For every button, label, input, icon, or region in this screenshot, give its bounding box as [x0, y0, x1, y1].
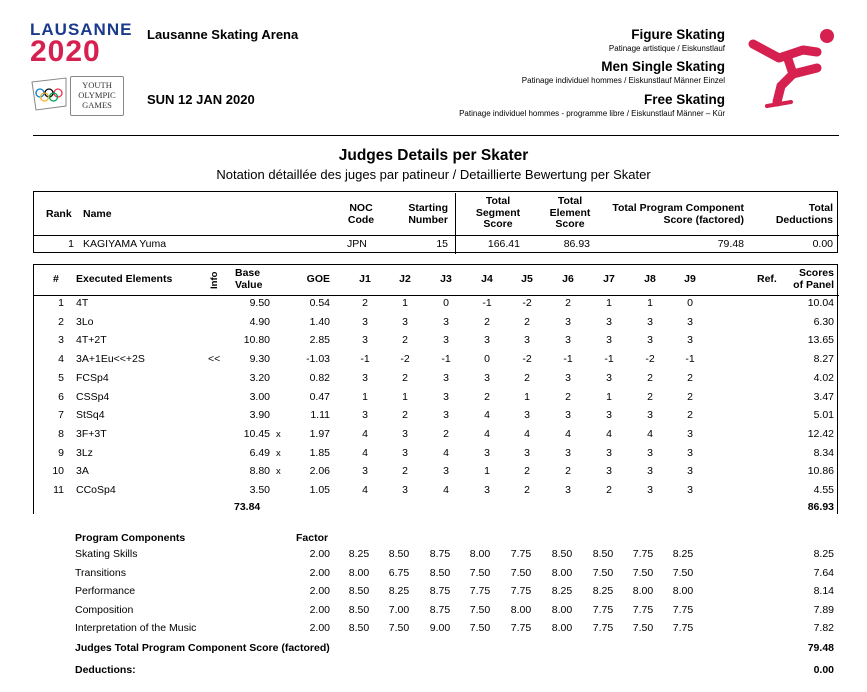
judge-score: 2: [402, 465, 408, 478]
discipline-subtitle: Patinage artistique / Eiskunstlauf: [608, 44, 725, 53]
element-code: 3Lo: [76, 315, 94, 328]
component-name: Skating Skills: [75, 548, 138, 560]
logo-year: 2020: [30, 35, 101, 68]
goe-value: 1.97: [309, 427, 330, 440]
panel-score: 4.02: [813, 371, 834, 384]
judge-score: -2: [400, 353, 410, 366]
panel-score: 12.42: [807, 427, 834, 440]
judge-score: 1: [402, 297, 408, 309]
logo-wordmark: LAUSANNE: [30, 20, 133, 39]
pcs-total-value: 79.48: [807, 642, 834, 654]
element-info: <<: [208, 353, 221, 366]
goe-value: 2.85: [309, 334, 330, 347]
pcs-total-label: Judges Total Program Component Score (factored): [75, 642, 330, 654]
executed-elements-header: Executed Elements: [76, 273, 173, 285]
component-score: 7.89: [813, 603, 834, 616]
base-value: 9.30: [249, 353, 270, 366]
segment-title: Free Skating: [643, 92, 725, 107]
component-judge-score: 8.00: [510, 603, 532, 616]
component-name: Interpretation of the Music: [75, 622, 197, 635]
venue-name: Lausanne Skating Arena: [147, 27, 299, 42]
element-number: 11: [53, 484, 64, 496]
judge-score: 3: [647, 334, 653, 347]
judge-header: J5: [521, 273, 533, 285]
judge-score: 3: [524, 409, 530, 422]
component-judge-score: 7.50: [469, 566, 491, 579]
component-judge-score: 6.75: [388, 566, 410, 579]
skater-summary-table: [33, 191, 838, 253]
goe-value: 1.85: [309, 446, 330, 459]
judge-score: 2: [402, 371, 408, 384]
judge-score: 3: [443, 315, 449, 328]
judge-score: 3: [362, 334, 368, 347]
judge-score: 1: [606, 297, 612, 309]
judge-score: -1: [441, 353, 451, 366]
judge-score: 3: [647, 315, 653, 328]
component-factor: 2.00: [309, 548, 330, 560]
element-number: 1: [58, 297, 64, 309]
event-date: SUN 12 JAN 2020: [147, 92, 255, 107]
base-value: 4.90: [249, 315, 270, 328]
component-judge-score: 8.25: [388, 585, 410, 598]
judge-score: 2: [484, 390, 490, 403]
judge-score: 2: [687, 390, 693, 403]
component-judge-score: 7.75: [510, 585, 532, 598]
judge-score: 1: [362, 390, 368, 403]
component-judge-score: 8.00: [348, 566, 370, 579]
component-judge-score: 7.50: [632, 622, 654, 635]
rank-header: Rank: [46, 208, 72, 220]
judge-score: 3: [402, 315, 408, 328]
scores-of-panel-header: Scores of Panel: [793, 267, 834, 291]
component-factor: 2.00: [309, 603, 330, 616]
component-judge-score: 7.75: [672, 603, 694, 616]
judge-score: 2: [647, 371, 653, 384]
judge-score: 3: [443, 465, 449, 478]
event-subtitle: Patinage individuel hommes / Eiskunstlauf Männer Einzel: [521, 76, 725, 85]
judge-score: 3: [647, 465, 653, 478]
component-judge-score: 8.50: [348, 603, 370, 616]
component-judge-score: 7.75: [632, 548, 654, 560]
judge-score: 3: [565, 334, 571, 347]
judge-score: 3: [687, 315, 693, 328]
event-title: Men Single Skating: [601, 59, 725, 74]
total-deductions-value: 0.00: [812, 238, 833, 250]
judge-score: 3: [565, 484, 571, 496]
judge-score: 2: [687, 409, 693, 422]
component-score: 7.64: [813, 566, 834, 579]
component-judge-score: 8.50: [348, 585, 370, 598]
component-judge-score: 8.00: [672, 585, 694, 598]
judge-score: 3: [443, 409, 449, 422]
judge-header: J9: [684, 273, 696, 285]
element-number: 4: [58, 353, 64, 366]
judge-score: 4: [362, 484, 368, 496]
judge-score: 3: [484, 334, 490, 347]
starting-number-header: Starting Number: [408, 202, 448, 226]
component-judge-score: 7.75: [632, 603, 654, 616]
element-number: 5: [58, 371, 64, 384]
goe-value: 2.06: [309, 465, 330, 478]
judge-score: 3: [606, 465, 612, 478]
element-number: 7: [58, 409, 64, 422]
component-judge-score: 8.25: [551, 585, 573, 598]
goe-value: 0.54: [309, 297, 330, 309]
panel-score: 3.47: [813, 390, 834, 403]
element-number: 6: [58, 390, 64, 403]
judge-score: 4: [362, 427, 368, 440]
base-value: 6.49: [249, 446, 270, 459]
component-judge-score: 7.50: [632, 566, 654, 579]
panel-score: 10.04: [807, 297, 834, 309]
goe-value: 1.11: [310, 409, 330, 422]
component-judge-score: 7.50: [388, 622, 410, 635]
judge-score: 3: [524, 334, 530, 347]
component-judge-score: 7.50: [469, 603, 491, 616]
component-factor: 2.00: [309, 622, 330, 635]
name-header: Name: [83, 208, 112, 220]
component-judge-score: 7.75: [469, 585, 491, 598]
panel-score: 10.86: [807, 465, 834, 478]
judge-score: 2: [443, 427, 449, 440]
noc-value: JPN: [347, 238, 367, 250]
base-value-total: 73.84: [234, 501, 261, 513]
component-judge-score: 7.75: [592, 622, 614, 635]
judge-score: 3: [687, 484, 693, 496]
judge-score: 2: [647, 390, 653, 403]
judge-score: 4: [362, 446, 368, 459]
total-deductions-header: Total Deductions: [775, 202, 833, 226]
total-element-score-value: 86.93: [563, 238, 590, 250]
component-factor: 2.00: [309, 585, 330, 598]
goe-value: 0.82: [309, 371, 330, 384]
judge-score: 2: [402, 334, 408, 347]
judge-score: 3: [443, 390, 449, 403]
panel-score: 8.34: [813, 446, 834, 459]
judge-score: -2: [645, 353, 655, 366]
component-factor: 2.00: [309, 566, 330, 579]
deductions-value: 0.00: [813, 664, 834, 676]
judge-score: 4: [443, 446, 449, 459]
judge-score: 2: [687, 371, 693, 384]
judge-score: 3: [687, 334, 693, 347]
element-number: 10: [52, 465, 64, 478]
judge-score: 0: [687, 297, 693, 309]
judge-score: 3: [484, 484, 490, 496]
judge-score: 2: [524, 315, 530, 328]
judge-score: 3: [362, 465, 368, 478]
component-judge-score: 7.50: [672, 566, 694, 579]
component-judge-score: 8.00: [551, 622, 573, 635]
starting-number-value: 15: [436, 238, 448, 250]
component-judge-score: 7.75: [510, 548, 532, 560]
judge-score: 2: [362, 297, 368, 309]
judge-score: -2: [522, 353, 532, 366]
component-judge-score: 8.75: [429, 585, 451, 598]
component-judge-score: 7.50: [510, 566, 532, 579]
element-code: CSSp4: [76, 390, 110, 403]
judge-score: 2: [565, 297, 571, 309]
base-value: 8.80: [249, 465, 270, 478]
judge-header: J2: [399, 273, 411, 285]
judge-score: 3: [362, 371, 368, 384]
element-code: CCoSp4: [76, 484, 116, 496]
judge-score: 1: [484, 465, 490, 478]
judge-header: J7: [603, 273, 615, 285]
total-segment-score-header: Total Segment Score: [475, 195, 521, 230]
goe-header: GOE: [306, 273, 330, 285]
panel-score: 13.65: [807, 334, 834, 347]
judge-score: -1: [685, 353, 695, 366]
goe-value: 1.40: [309, 315, 330, 328]
element-code: 3A+1Eu<<+2S: [76, 353, 145, 366]
judge-score: 3: [647, 484, 653, 496]
element-number: 8: [58, 427, 64, 440]
element-code: 3A: [76, 465, 89, 478]
element-code: 4T+2T: [76, 334, 107, 347]
judge-score: 3: [524, 446, 530, 459]
youth-olympic-games-label: YOUTH OLYMPIC GAMES: [70, 76, 124, 116]
bonus-marker: x: [276, 466, 281, 478]
judge-score: 0: [443, 297, 449, 309]
judge-score: 4: [524, 427, 530, 440]
total-segment-score-value: 166.41: [487, 238, 520, 250]
judge-score: 3: [484, 446, 490, 459]
element-code: 3Lz: [76, 446, 93, 459]
judge-score: 2: [402, 409, 408, 422]
judge-score: 3: [606, 446, 612, 459]
judge-score: 3: [565, 371, 571, 384]
judge-score: 2: [484, 315, 490, 328]
component-judge-score: 8.00: [551, 603, 573, 616]
judge-score: 3: [565, 315, 571, 328]
goe-value: -1.03: [306, 353, 330, 366]
base-value: 3.90: [249, 409, 270, 422]
factor-header: Factor: [296, 532, 329, 544]
judge-score: 1: [647, 297, 653, 309]
judge-score: 1: [606, 390, 612, 403]
elements-score-total: 86.93: [807, 501, 834, 513]
total-program-component-value: 79.48: [717, 238, 744, 250]
judge-score: 1: [524, 390, 530, 403]
panel-score: 4.55: [813, 484, 834, 496]
judge-score: 3: [565, 446, 571, 459]
judge-score: 2: [565, 465, 571, 478]
bonus-marker: x: [276, 428, 281, 440]
judge-score: -1: [482, 297, 492, 309]
component-judge-score: 8.00: [632, 585, 654, 598]
element-number: 9: [58, 446, 64, 459]
page-subtitle: Notation détaillée des juges par patineur / Detaillierte Bewertung per Skater: [216, 167, 651, 182]
executed-elements-table: [33, 264, 838, 514]
component-judge-score: 8.50: [388, 548, 410, 560]
component-judge-score: 8.25: [672, 548, 694, 560]
component-judge-score: 8.25: [592, 585, 614, 598]
component-name: Transitions: [75, 566, 126, 579]
judge-header: J4: [481, 273, 493, 285]
element-number-header: #: [53, 273, 59, 285]
component-judge-score: 7.75: [592, 603, 614, 616]
judge-score: 2: [524, 484, 530, 496]
component-judge-score: 8.50: [551, 548, 573, 560]
judge-header: J3: [440, 273, 452, 285]
component-name: Composition: [75, 603, 134, 616]
skater-name: KAGIYAMA Yuma: [83, 238, 167, 250]
judge-score: 3: [606, 334, 612, 347]
judge-score: 4: [443, 484, 449, 496]
component-judge-score: 7.00: [388, 603, 410, 616]
component-judge-score: 8.25: [348, 548, 370, 560]
judge-score: 4: [606, 427, 612, 440]
element-code: 3F+3T: [76, 427, 107, 440]
base-value: 10.80: [243, 334, 270, 347]
component-judge-score: 7.50: [592, 566, 614, 579]
discipline-title: Figure Skating: [631, 27, 725, 42]
judge-score: 3: [443, 371, 449, 384]
program-components-heading: Program Components: [75, 532, 186, 544]
judge-header: J8: [644, 273, 656, 285]
info-header: Info: [209, 271, 220, 289]
judge-score: 3: [647, 409, 653, 422]
judge-score: 3: [606, 315, 612, 328]
component-judge-score: 8.50: [348, 622, 370, 635]
panel-score: 5.01: [813, 409, 834, 422]
base-value-header: Base Value: [235, 267, 263, 291]
judge-score: 2: [606, 484, 612, 496]
panel-score: 6.30: [813, 315, 834, 328]
header-divider: [33, 135, 839, 136]
noc-header: NOC Code: [347, 202, 375, 226]
judge-score: 3: [565, 409, 571, 422]
figure-skater-icon: [745, 22, 845, 117]
page-title: Judges Details per Skater: [338, 147, 529, 164]
component-score: 8.14: [813, 585, 834, 598]
component-judge-score: 8.50: [429, 566, 451, 579]
judge-score: 3: [362, 315, 368, 328]
judge-header: J6: [562, 273, 574, 285]
judge-score: 3: [402, 427, 408, 440]
judge-score: -1: [604, 353, 614, 366]
judge-score: 3: [402, 446, 408, 459]
judge-score: 0: [484, 353, 490, 366]
goe-value: 0.47: [309, 390, 330, 403]
deductions-label: Deductions:: [75, 664, 136, 676]
judge-score: -2: [522, 297, 532, 309]
judge-score: 2: [524, 465, 530, 478]
base-value: 10.45: [243, 427, 270, 440]
component-judge-score: 8.50: [592, 548, 614, 560]
judge-score: 4: [565, 427, 571, 440]
element-number: 3: [58, 334, 64, 347]
judge-score: 3: [687, 465, 693, 478]
judge-score: 4: [484, 427, 490, 440]
rank-value: 1: [68, 238, 74, 250]
element-code: FCSp4: [76, 371, 109, 384]
judge-score: 4: [647, 427, 653, 440]
component-judge-score: 7.75: [510, 622, 532, 635]
judge-score: -1: [563, 353, 573, 366]
goe-value: 1.05: [309, 484, 330, 496]
component-judge-score: 7.50: [469, 622, 491, 635]
segment-subtitle: Patinage individuel hommes - programme libre / Eiskunstlauf Männer – Kür: [459, 109, 725, 118]
judge-score: 3: [687, 427, 693, 440]
ref-header: Ref.: [757, 273, 777, 285]
total-element-score-header: Total Element Score: [549, 195, 591, 230]
judge-score: 3: [484, 371, 490, 384]
base-value: 3.20: [249, 371, 270, 384]
component-judge-score: 8.00: [551, 566, 573, 579]
judge-score: 3: [443, 334, 449, 347]
total-program-component-header: Total Program Component Score (factored): [612, 202, 744, 226]
judge-score: 3: [647, 446, 653, 459]
bonus-marker: x: [276, 447, 281, 459]
component-judge-score: 8.00: [469, 548, 491, 560]
element-code: 4T: [76, 297, 89, 309]
component-score: 7.82: [813, 622, 834, 635]
judge-header: J1: [359, 273, 371, 285]
judge-score: 3: [606, 371, 612, 384]
judge-score: 4: [484, 409, 490, 422]
base-value: 3.00: [249, 390, 270, 403]
component-score: 8.25: [813, 548, 834, 560]
judge-score: 2: [565, 390, 571, 403]
judge-score: 3: [402, 484, 408, 496]
olympic-rings-icon: [30, 76, 68, 114]
judge-score: 3: [687, 446, 693, 459]
element-code: StSq4: [76, 409, 105, 422]
component-name: Performance: [75, 585, 136, 598]
base-value: 9.50: [249, 297, 270, 309]
component-judge-score: 7.75: [672, 622, 694, 635]
judge-score: 1: [402, 390, 408, 403]
component-judge-score: 8.75: [429, 603, 451, 616]
base-value: 3.50: [249, 484, 270, 496]
panel-score: 8.27: [813, 353, 834, 366]
judge-score: -1: [360, 353, 370, 366]
judge-score: 2: [524, 371, 530, 384]
component-judge-score: 9.00: [429, 622, 451, 635]
component-judge-score: 8.75: [429, 548, 451, 560]
judge-score: 3: [362, 409, 368, 422]
element-number: 2: [58, 315, 64, 328]
judge-score: 3: [606, 409, 612, 422]
